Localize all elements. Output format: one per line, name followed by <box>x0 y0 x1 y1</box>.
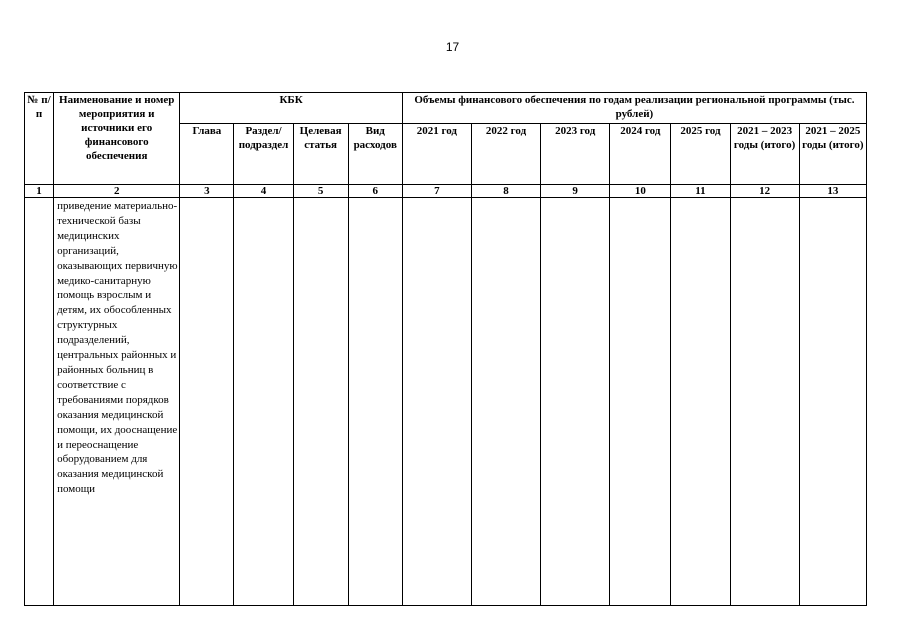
column-number: 10 <box>610 185 671 198</box>
column-number: 7 <box>402 185 471 198</box>
header-kbk: КБК <box>180 93 403 124</box>
header-vid: Вид расходов <box>348 124 402 185</box>
row-cell-glava <box>180 198 234 606</box>
page-number: 17 <box>445 40 460 54</box>
table-row <box>25 198 867 606</box>
row-cell-tselevaya <box>293 198 348 606</box>
row-cell-vid <box>348 198 402 606</box>
header-total-2021-2023: 2021 – 2023 годы (итого) <box>730 124 799 185</box>
column-number: 5 <box>293 185 348 198</box>
header-2023: 2023 год <box>541 124 610 185</box>
header-2024: 2024 год <box>610 124 671 185</box>
column-number-row <box>25 185 867 198</box>
header-razdel: Раздел/ подраздел <box>234 124 293 185</box>
row-cell-total-2021-2025 <box>799 198 866 606</box>
column-number: 11 <box>671 185 730 198</box>
column-number: 4 <box>234 185 293 198</box>
header-name: Наименование и номер мероприятия и источники его финансового обеспечения <box>54 93 180 185</box>
row-cell-2021 <box>402 198 471 606</box>
row-description: приведение материально-технической базы медицинских организаций, оказывающих первичную медико-санитарную помощь взрослым и детям, их обособленных структурных подразделений, центральных районных и районных больниц в соответствие с требованиями порядков оказания медицинской помощи, их дооснащение и переоснащение оборудованием для оказания медицинской помощи <box>54 198 180 606</box>
column-number: 12 <box>730 185 799 198</box>
header-2022: 2022 год <box>471 124 540 185</box>
column-number: 6 <box>348 185 402 198</box>
row-cell-2023 <box>541 198 610 606</box>
header-num: № п/п <box>25 93 54 185</box>
header-glava: Глава <box>180 124 234 185</box>
financing-table <box>24 92 867 606</box>
column-number: 1 <box>25 185 54 198</box>
header-tselevaya: Целевая статья <box>293 124 348 185</box>
column-number: 9 <box>541 185 610 198</box>
row-cell-razdel <box>234 198 293 606</box>
row-cell-2024 <box>610 198 671 606</box>
column-number: 13 <box>799 185 866 198</box>
row-cell-2025 <box>671 198 730 606</box>
header-row-1 <box>25 93 867 124</box>
header-2021: 2021 год <box>402 124 471 185</box>
column-number: 8 <box>471 185 540 198</box>
row-num-cell <box>25 198 54 606</box>
header-2025: 2025 год <box>671 124 730 185</box>
row-cell-total-2021-2023 <box>730 198 799 606</box>
column-number: 2 <box>54 185 180 198</box>
header-volumes: Объемы финансового обеспечения по годам реализации региональной программы (тыс. рублей) <box>402 93 866 124</box>
column-number: 3 <box>180 185 234 198</box>
header-total-2021-2025: 2021 – 2025 годы (итого) <box>799 124 866 185</box>
row-cell-2022 <box>471 198 540 606</box>
